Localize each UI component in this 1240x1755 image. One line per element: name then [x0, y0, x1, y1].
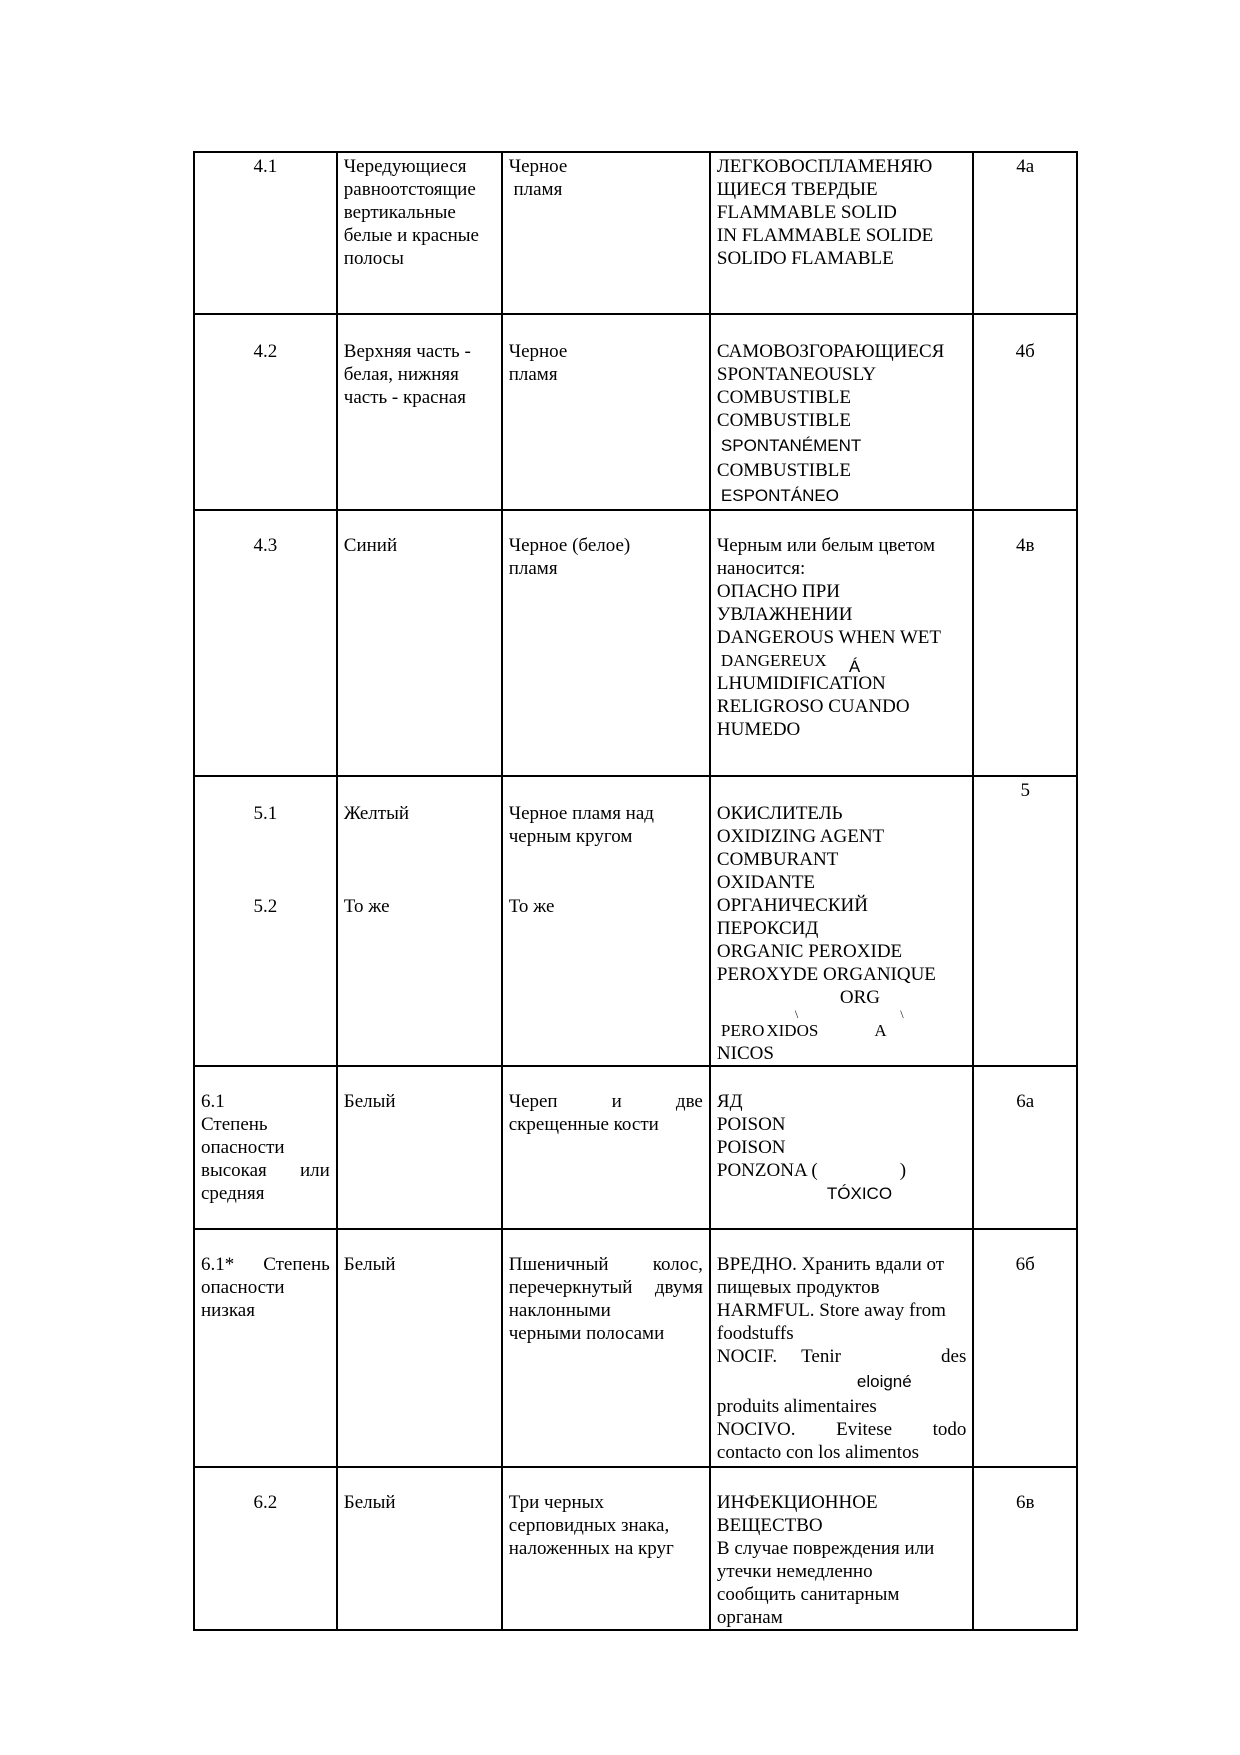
sign-cell: 5	[973, 776, 1077, 1066]
background-cell: Чередующиеся равноотстоящие вертикальные белые и красные полосы	[337, 152, 502, 314]
class-cell: 6.1 Степень опасности высокая или средняя	[194, 1066, 337, 1229]
inscription-cell: САМОВОЗГОРАЮЩИЕСЯ SPONTANEOUSLY COMBUSTIBLE COMBUSTIBLE SPONTANÉMENT COMBUSTIBLE ESPONTÁNEO	[710, 314, 973, 510]
table-row	[194, 1229, 1077, 1467]
class-cell: 5.1 5.2	[194, 776, 337, 1066]
table-row	[194, 152, 1077, 314]
table-row	[194, 1066, 1077, 1229]
background-cell: Верхняя часть - белая, нижняя часть - красная	[337, 314, 502, 510]
class-cell: 4.3	[194, 510, 337, 776]
inscription-cell: ЯД POISON POISON PONZONA ( ) TÓXICO	[710, 1066, 973, 1229]
hazard-table	[193, 151, 1078, 1631]
background-cell: Белый	[337, 1229, 502, 1467]
inscription-cell: ВРЕДНО. Хранить вдали от пищевых продуктов HARMFUL. Store away from foodstuffs NOCIF. Tenir des eloigné produits alimentaires NOCIVO. Evitese todo contacto con los alimentos	[710, 1229, 973, 1467]
sign-cell: 6в	[973, 1467, 1077, 1630]
background-cell: Белый	[337, 1066, 502, 1229]
background-cell: Белый	[337, 1467, 502, 1630]
symbol-cell: Три черных серповидных знака, наложенных на круг	[502, 1467, 710, 1630]
symbol-cell: Черное пламя над черным кругом То же	[502, 776, 710, 1066]
sign-cell: 4в	[973, 510, 1077, 776]
background-cell: Синий	[337, 510, 502, 776]
sign-cell: 4а	[973, 152, 1077, 314]
table-row	[194, 1467, 1077, 1630]
symbol-cell: Пшеничный колос, перечеркнутый двумя наклонными черными полосами	[502, 1229, 710, 1467]
class-cell: 4.2	[194, 314, 337, 510]
table-row	[194, 510, 1077, 776]
symbol-cell: Черное пламя	[502, 152, 710, 314]
table-row	[194, 776, 1077, 1066]
sign-cell: 4б	[973, 314, 1077, 510]
background-cell: Желтый То же	[337, 776, 502, 1066]
symbol-cell: Череп и две скрещенные кости	[502, 1066, 710, 1229]
inscription-cell: ИНФЕКЦИОННОЕ ВЕЩЕСТВО В случае повреждения или утечки немедленно сообщить санитарным органам	[710, 1467, 973, 1630]
inscription-cell: ЛЕГКОВОСПЛАМЕНЯЮ ЩИЕСЯ ТВЕРДЫЕ FLAMMABLE SOLID IN FLAMMABLE SOLIDE SOLIDO FLAMABLE	[710, 152, 973, 314]
class-cell: 4.1	[194, 152, 337, 314]
inscription-cell: ОКИСЛИТЕЛЬ OXIDIZING AGENT COMBURANT OXIDANTE ОРГАНИЧЕСКИЙ ПЕРОКСИД ORGANIC PEROXIDE PEROXYDE ORGANIQUE ORG \ \ PERO XIDOS A NICOS	[710, 776, 973, 1066]
symbol-cell: Черное (белое) пламя	[502, 510, 710, 776]
symbol-cell: Черное пламя	[502, 314, 710, 510]
class-cell: 6.1* Степень опасности низкая	[194, 1229, 337, 1467]
sign-cell: 6б	[973, 1229, 1077, 1467]
inscription-cell: Черным или белым цветом наносится: ОПАСНО ПРИ УВЛАЖНЕНИИ DANGEROUS WHEN WET DANGEREUX Á LHUMIDIFICATION RELIGROSO CUANDO HUMEDO	[710, 510, 973, 776]
sign-cell: 6а	[973, 1066, 1077, 1229]
table-row	[194, 314, 1077, 510]
class-cell: 6.2	[194, 1467, 337, 1630]
